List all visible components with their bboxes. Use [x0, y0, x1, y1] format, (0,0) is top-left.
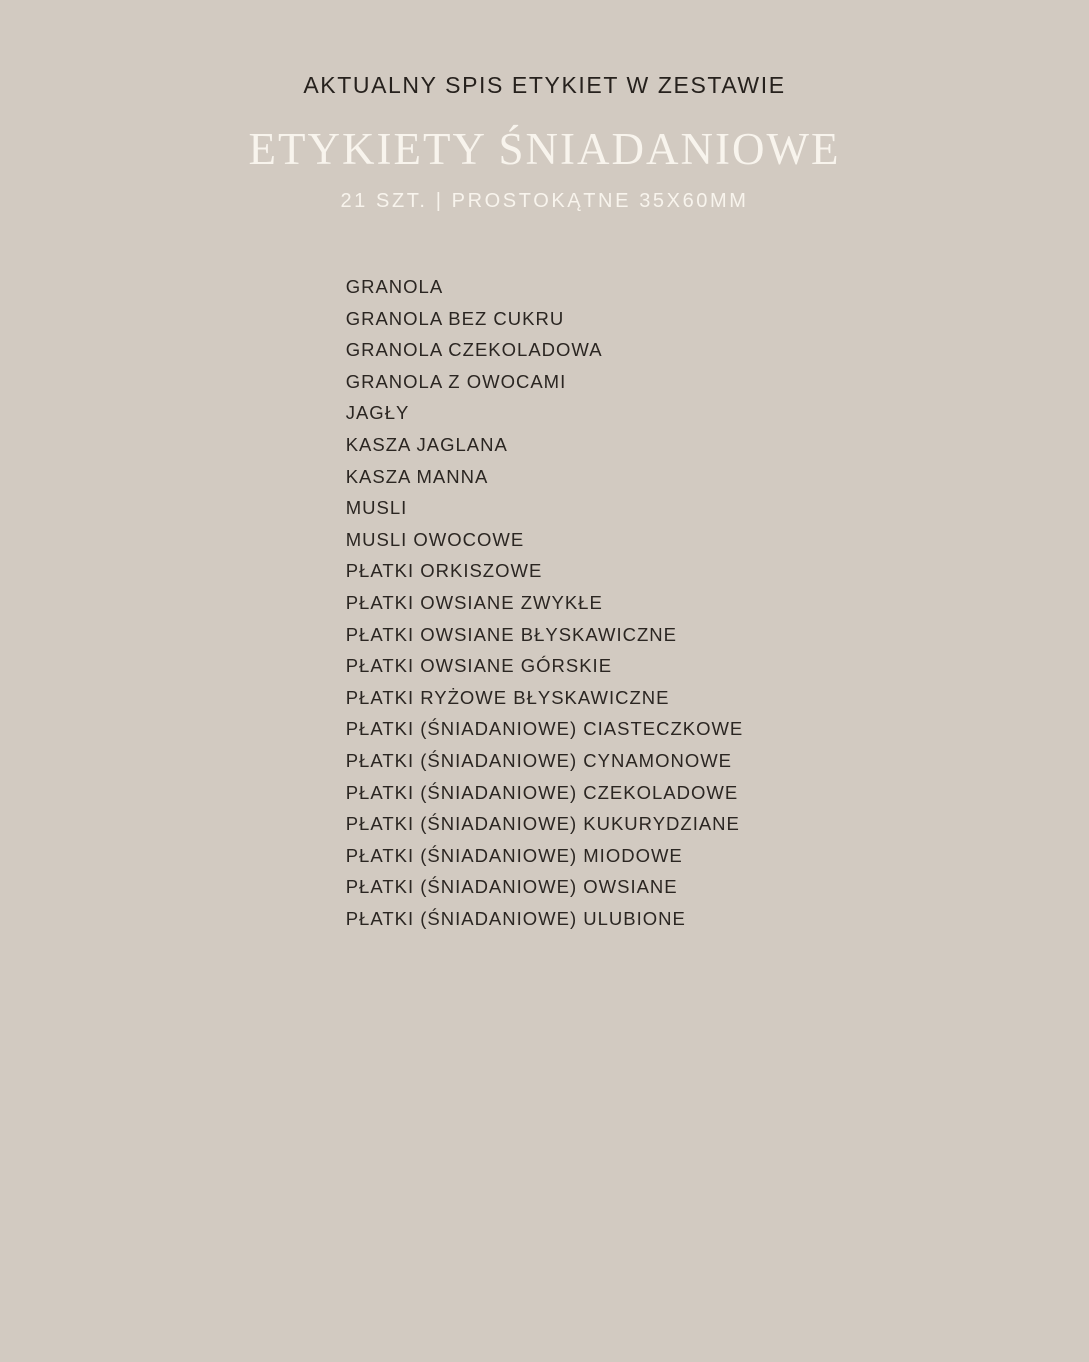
page-title: ETYKIETY ŚNIADANIOWE: [248, 124, 841, 174]
label-list-item: PŁATKI (ŚNIADANIOWE) CIASTECZKOWE: [345, 718, 744, 740]
label-list-item: PŁATKI (ŚNIADANIOWE) CYNAMONOWE: [345, 749, 733, 771]
label-list-item: PŁATKI RYŻOWE BŁYSKAWICZNE: [345, 686, 670, 708]
label-list-item: PŁATKI OWSIANE ZWYKŁE: [345, 591, 603, 613]
label-list-item: GRANOLA BEZ CUKRU: [345, 307, 565, 329]
label-list-item: PŁATKI ORKISZOWE: [345, 560, 543, 582]
label-list-item: PŁATKI OWSIANE BŁYSKAWICZNE: [345, 623, 678, 645]
label-list-item: PŁATKI (ŚNIADANIOWE) CZEKOLADOWE: [345, 781, 739, 803]
label-list-item: PŁATKI (ŚNIADANIOWE) MIODOWE: [345, 844, 683, 866]
label-list-item: KASZA JAGLANA: [345, 433, 508, 455]
label-list-item: JAGŁY: [345, 402, 410, 424]
label-list-item: PŁATKI (ŚNIADANIOWE) KUKURYDZIANE: [345, 813, 740, 835]
label-list-item: GRANOLA Z OWOCAMI: [345, 370, 567, 392]
label-list-item: GRANOLA: [345, 276, 444, 297]
label-list-item: KASZA MANNA: [345, 465, 489, 487]
label-list-item: PŁATKI (ŚNIADANIOWE) ULUBIONE: [345, 907, 686, 929]
label-list: [346, 271, 744, 934]
label-list-item: PŁATKI (ŚNIADANIOWE) OWSIANE: [345, 876, 678, 898]
page-subtitle: 21 SZT. | PROSTOKĄTNE 35X60MM: [340, 190, 749, 212]
page-kicker: AKTUALNY SPIS ETYKIET W ZESTAWIE: [303, 72, 786, 98]
label-list-item: PŁATKI OWSIANE GÓRSKIE: [345, 655, 613, 677]
label-list-item: GRANOLA CZEKOLADOWA: [345, 339, 603, 361]
label-list-item: MUSLI: [345, 497, 408, 519]
label-list-item: MUSLI OWOCOWE: [345, 528, 525, 550]
